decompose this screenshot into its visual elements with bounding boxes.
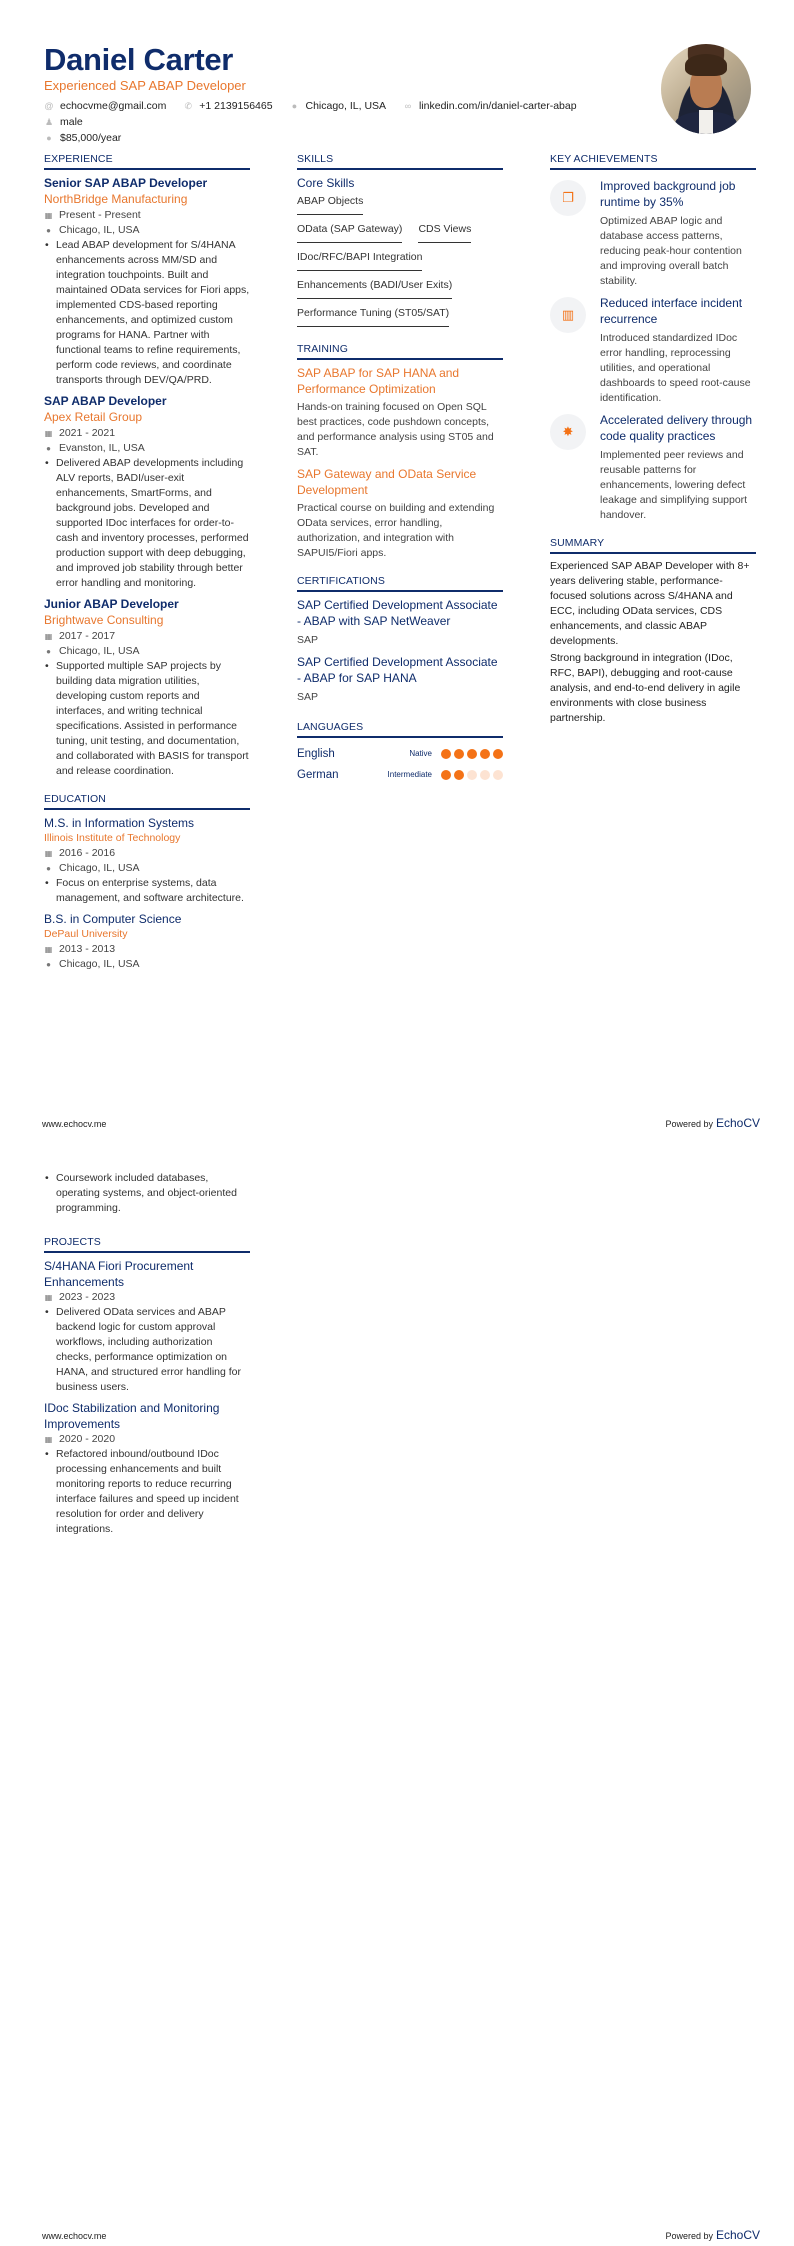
education-dates: ▦ 2016 - 2016 [44, 847, 116, 859]
job-bullet: • Lead ABAP development for S/4HANA enhancements across MM/SD and integration touchpoints. Built and maintained OData services for Fiori apps, implemented CDS-based reporting enhancements, and optimized custom programs for HANA. Partner with functional teams to refine requirements, perform code reviews, and coordinate transports through DEV/QA/PRD. [44, 238, 250, 388]
language-rating [438, 770, 503, 780]
location-pin-icon: ● [46, 647, 51, 656]
school-name: DePaul University [44, 928, 128, 940]
resume-page-2 [0, 1123, 794, 2246]
certification-issuer: SAP [297, 691, 319, 703]
education-item [44, 815, 250, 906]
location-icon: ● [291, 101, 298, 111]
skills-heading: SKILLS [297, 153, 503, 170]
contact-email[interactable]: @ echocvme@gmail.com [44, 100, 167, 112]
education-dates: ▦ 2013 - 2013 [44, 943, 116, 955]
calendar-icon: ▦ [44, 429, 53, 438]
achievement-item [550, 412, 756, 523]
phone-icon: ✆ [184, 101, 193, 111]
achievement-item [550, 178, 756, 289]
summary-paragraph: Experienced SAP ABAP Developer with 8+ years delivering stable, performance-focused solutions across S/4HANA and ECC, including OData services, CDS enhancements, and classic ABAP developments. [550, 560, 750, 647]
project-item [44, 1400, 250, 1537]
language-name: English [297, 747, 335, 760]
contact-info [44, 98, 644, 146]
skill-tag: Performance Tuning (ST05/SAT) [297, 305, 449, 327]
summary-text [550, 559, 756, 726]
achievement-title: Improved background job runtime by 35% [600, 179, 736, 209]
candidate-name: Daniel Carter [44, 42, 234, 77]
rating-dot-filled [454, 770, 464, 780]
job-location: ● Evanston, IL, USA [44, 441, 250, 456]
training-item [297, 466, 503, 561]
calendar-icon: ▦ [44, 849, 53, 858]
footer-website[interactable]: www.echocv.me [42, 2231, 107, 2241]
training-title: SAP ABAP for SAP HANA and Performance Optimization [297, 366, 460, 396]
footer-powered-by: Powered by EchoCV [665, 1116, 760, 1130]
files-icon: ❐ [550, 180, 586, 216]
rating-dot-empty [480, 770, 490, 780]
company-name: Brightwave Consulting [44, 613, 164, 627]
page-footer [42, 2228, 760, 2242]
job-title: Senior SAP ABAP Developer [44, 176, 208, 190]
degree-title: M.S. in Information Systems [44, 816, 195, 830]
rating-dot-empty [467, 770, 477, 780]
experience-item [44, 393, 250, 591]
skill-tag: IDoc/RFC/BAPI Integration [297, 249, 422, 271]
project-bullet: • Delivered OData services and ABAP backend logic for custom approval workflows, including authorization checks, performance optimization on HANA, and structured error handling for business users. [44, 1305, 250, 1395]
skill-tag: Enhancements (BADI/User Exits) [297, 277, 452, 299]
project-title: IDoc Stabilization and Monitoring Improvements [44, 1401, 220, 1431]
location-pin-icon: ● [46, 226, 51, 235]
right-column [550, 153, 756, 728]
training-description: Hands-on training focused on Open SQL best practices, code pushdown concepts, and performance analysis using ST05 and SAT. [297, 401, 494, 458]
job-dates: ▦ 2021 - 2021 [44, 427, 116, 439]
job-dates: ▦ Present - Present [44, 209, 141, 221]
calendar-icon: ▦ [44, 211, 53, 220]
contact-gender: ♟ male [44, 116, 83, 128]
company-name: NorthBridge Manufacturing [44, 192, 188, 206]
experience-item [44, 596, 250, 779]
language-level: Intermediate [387, 770, 432, 779]
skill-tag: OData (SAP Gateway) [297, 221, 402, 243]
job-location: ● Chicago, IL, USA [44, 644, 250, 659]
achievement-description: Introduced standardized IDoc error handling, reprocessing utilities, and operational dashboards to speed root-cause identification. [600, 332, 751, 404]
job-dates: ▦ 2017 - 2017 [44, 630, 116, 642]
left-column [44, 153, 250, 972]
summary-paragraph: Strong background in integration (IDoc, RFC, BAPI), debugging and root-cause analysis, and end-to-end delivery in agile environments with close business partnership. [550, 652, 741, 724]
calendar-icon: ▦ [44, 1293, 53, 1302]
rating-dot-empty [493, 770, 503, 780]
job-title: Junior ABAP Developer [44, 597, 179, 611]
job-title: SAP ABAP Developer [44, 394, 167, 408]
certification-title: SAP Certified Development Associate - ABAP with SAP NetWeaver [297, 598, 498, 628]
candidate-headline: Experienced SAP ABAP Developer [44, 78, 246, 93]
calendar-icon: ▦ [44, 632, 53, 641]
language-rating [438, 749, 503, 759]
building-icon: ▥ [550, 297, 586, 333]
skills-list [297, 193, 503, 333]
footer-brand[interactable]: EchoCV [715, 2228, 760, 2242]
training-title: SAP Gateway and OData Service Development [297, 467, 477, 497]
language-level: Native [409, 749, 432, 758]
school-name: Illinois Institute of Technology [44, 832, 181, 844]
education-location: ● Chicago, IL, USA [44, 957, 250, 972]
contact-phone[interactable]: ✆ +1 2139156465 [184, 100, 273, 112]
language-name: German [297, 768, 339, 781]
education-heading: EDUCATION [44, 793, 250, 810]
certification-item [297, 654, 503, 705]
gear-icon: ✸ [550, 414, 586, 450]
skill-tag: CDS Views [418, 221, 471, 243]
certification-item [297, 597, 503, 648]
languages-heading: LANGUAGES [297, 721, 503, 738]
location-pin-icon: ● [46, 960, 51, 969]
education-location: ● Chicago, IL, USA [44, 861, 250, 876]
salary-icon: ● [46, 133, 52, 143]
link-icon: ∞ [404, 101, 412, 111]
achievements-heading: KEY ACHIEVEMENTS [550, 153, 756, 170]
experience-item [44, 175, 250, 388]
contact-location: ● Chicago, IL, USA [290, 98, 387, 114]
location-pin-icon: ● [46, 864, 51, 873]
certification-issuer: SAP [297, 634, 319, 646]
job-bullet: • Supported multiple SAP projects by building data migration utilities, developing custom reports and interfaces, and writing technical specifications. Assisted in performance tuning, unit testing, and documentation, and collaborated with BASIS for transport and release coordination. [44, 659, 250, 779]
training-heading: TRAINING [297, 343, 503, 360]
project-title: S/4HANA Fiori Procurement Enhancements [44, 1259, 194, 1289]
contact-salary: ● $85,000/year [44, 130, 121, 146]
skill-tag: ABAP Objects [297, 193, 363, 215]
profile-photo [661, 44, 751, 134]
job-location: ● Chicago, IL, USA [44, 223, 250, 238]
achievement-description: Optimized ABAP logic and database access patterns, reducing peak-hour contention and improving overall batch stability. [600, 215, 742, 287]
footer-brand[interactable]: EchoCV [715, 1116, 760, 1130]
footer-powered-by: Powered by EchoCV [665, 2228, 760, 2242]
rating-dot-filled [480, 749, 490, 759]
education-bullet: • Coursework included databases, operating systems, and object-oriented programming. [44, 1171, 250, 1216]
project-dates: ▦ 2023 - 2023 [44, 1291, 116, 1303]
job-bullet: • Delivered ABAP developments including ALV reports, BADI/user-exit enhancements, SmartForms, and background jobs. Developed and supported IDoc interfaces for order-to-cash and inventory processes, performed production support with deep debugging, and improved job stability through better error handling and monitoring. [44, 456, 250, 591]
rating-dot-filled [493, 749, 503, 759]
contact-linkedin[interactable]: ∞ linkedin.com/in/daniel-carter-abap [404, 100, 577, 112]
summary-heading: SUMMARY [550, 537, 756, 554]
project-bullet: • Refactored inbound/outbound IDoc processing enhancements and built monitoring reports to reduce recurring interface failures and speed up incident resolution for order and delivery integrations. [44, 1447, 250, 1537]
company-name: Apex Retail Group [44, 410, 143, 424]
education-item [44, 911, 250, 972]
language-item [297, 743, 503, 764]
location-pin-icon: ● [46, 444, 51, 453]
rating-dot-filled [454, 749, 464, 759]
achievement-title: Accelerated delivery through code quality practices [600, 413, 753, 443]
email-icon: @ [44, 101, 54, 111]
achievement-description: Implemented peer reviews and reusable patterns for enhancements, lowering defect leakage and simplifying support handover. [600, 449, 748, 521]
calendar-icon: ▦ [44, 945, 53, 954]
footer-website[interactable]: www.echocv.me [42, 1119, 107, 1129]
rating-dot-filled [441, 770, 451, 780]
achievement-title: Reduced interface incident recurrence [600, 296, 743, 326]
language-item [297, 764, 503, 785]
project-item [44, 1258, 250, 1395]
skills-group-title: Core Skills [297, 176, 355, 190]
project-dates: ▦ 2020 - 2020 [44, 1433, 116, 1445]
experience-heading: EXPERIENCE [44, 153, 250, 170]
middle-column [297, 153, 503, 785]
certification-title: SAP Certified Development Associate - ABAP for SAP HANA [297, 655, 498, 685]
rating-dot-filled [441, 749, 451, 759]
user-icon: ♟ [44, 117, 54, 127]
calendar-icon: ▦ [44, 1435, 53, 1444]
certifications-heading: CERTIFICATIONS [297, 575, 503, 592]
training-description: Practical course on building and extending OData services, error handling, authorization, and integration with SAPUI5/Fiori apps. [297, 502, 495, 559]
degree-title: B.S. in Computer Science [44, 912, 182, 926]
projects-heading: PROJECTS [44, 1236, 250, 1253]
training-item [297, 365, 503, 460]
left-column-continued [44, 1171, 250, 1542]
education-bullet: • Focus on enterprise systems, data management, and software architecture. [44, 876, 250, 906]
achievement-item [550, 295, 756, 406]
rating-dot-filled [467, 749, 477, 759]
